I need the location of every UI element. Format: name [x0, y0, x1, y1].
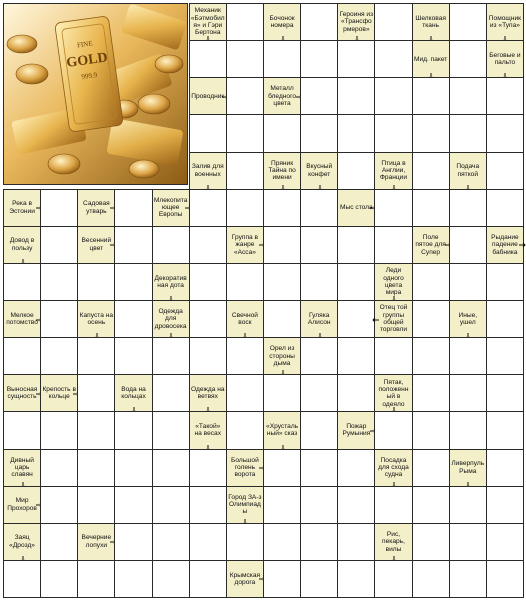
answer-cell[interactable] — [226, 114, 264, 152]
clue-cell — [486, 3, 524, 41]
answer-cell[interactable] — [412, 523, 450, 561]
photo-text-fine: FINE — [76, 39, 94, 50]
answer-cell[interactable] — [300, 226, 338, 264]
answer-cell[interactable] — [374, 40, 412, 78]
answer-cell[interactable] — [226, 40, 264, 78]
clue-cell — [263, 337, 301, 375]
answer-cell[interactable] — [300, 374, 338, 412]
answer-cell[interactable] — [77, 560, 115, 598]
answer-cell[interactable] — [40, 226, 78, 264]
clue-text: Свечной воск — [231, 311, 258, 327]
clue-text: Гуляка Алисон — [307, 311, 331, 327]
answer-cell[interactable] — [300, 189, 338, 227]
answer-cell[interactable] — [449, 189, 487, 227]
answer-cell[interactable] — [226, 189, 264, 227]
clue-cell — [337, 3, 375, 41]
clue-text: Река в Эстонии — [9, 200, 35, 215]
clue-text: «Такой» на весах — [194, 423, 222, 438]
clue-text: Иные, ушел — [458, 311, 478, 327]
clue-cell — [189, 411, 227, 449]
clue-cell — [3, 523, 41, 561]
clue-cell — [152, 300, 190, 338]
answer-cell[interactable] — [337, 374, 375, 412]
answer-cell[interactable] — [40, 560, 78, 598]
answer-cell[interactable] — [263, 263, 301, 301]
answer-cell[interactable] — [412, 77, 450, 115]
clue-text: Шелковая ткань — [415, 14, 446, 30]
answer-cell[interactable] — [189, 337, 227, 375]
clue-cell — [3, 486, 41, 524]
answer-cell[interactable] — [412, 189, 450, 227]
answer-cell[interactable] — [189, 263, 227, 301]
answer-cell[interactable] — [486, 114, 524, 152]
clue-cell — [300, 300, 338, 338]
answer-cell[interactable] — [189, 449, 227, 487]
answer-cell[interactable] — [152, 374, 190, 412]
answer-cell[interactable] — [263, 114, 301, 152]
answer-cell[interactable] — [486, 486, 524, 524]
answer-cell[interactable] — [152, 226, 190, 264]
answer-cell[interactable] — [412, 300, 450, 338]
answer-cell[interactable] — [337, 300, 375, 338]
answer-cell[interactable] — [449, 374, 487, 412]
clue-text: Орел из стороны дыма — [269, 345, 295, 367]
clue-cell — [374, 449, 412, 487]
clue-cell — [337, 189, 375, 227]
answer-cell[interactable] — [114, 226, 152, 264]
clue-cell — [226, 560, 264, 598]
clue-text: Леди одного цвета мира — [383, 267, 404, 297]
clue-text: «Хрустальный» сказ — [266, 423, 299, 438]
answer-cell[interactable] — [412, 114, 450, 152]
clue-cell — [300, 152, 338, 190]
answer-cell[interactable] — [374, 560, 412, 598]
clue-cell — [189, 374, 227, 412]
answer-cell[interactable] — [449, 40, 487, 78]
answer-cell[interactable] — [189, 300, 227, 338]
answer-cell[interactable] — [412, 337, 450, 375]
clue-cell — [412, 3, 450, 41]
clue-cell — [337, 411, 375, 449]
answer-cell[interactable] — [226, 3, 264, 41]
answer-cell[interactable] — [263, 226, 301, 264]
answer-cell[interactable] — [486, 560, 524, 598]
answer-cell[interactable] — [374, 77, 412, 115]
answer-cell[interactable] — [40, 189, 78, 227]
answer-cell[interactable] — [300, 523, 338, 561]
clue-cell — [263, 3, 301, 41]
clue-cell — [449, 152, 487, 190]
clue-text: Отец той группы общей торговли — [379, 304, 408, 334]
clue-text: Одежда на ветвях — [191, 385, 225, 401]
answer-cell[interactable] — [40, 449, 78, 487]
clue-text: Вечерние лопухи — [81, 534, 112, 549]
gold-bars-image — [4, 4, 188, 185]
clue-cell — [374, 374, 412, 412]
gold-bars-photo — [3, 3, 188, 185]
answer-cell[interactable] — [263, 40, 301, 78]
answer-cell[interactable] — [300, 3, 338, 41]
answer-cell[interactable] — [374, 3, 412, 41]
clue-text: Залив для военных — [191, 163, 224, 178]
clue-cell — [226, 226, 264, 264]
clue-text: Мелкое потомство — [6, 311, 38, 327]
answer-cell[interactable] — [226, 523, 264, 561]
clue-cell — [77, 189, 115, 227]
clue-text: Крымская дорога — [229, 571, 261, 586]
clue-text: Крепость в кольце — [42, 385, 76, 401]
answer-cell[interactable] — [114, 263, 152, 301]
answer-cell[interactable] — [152, 337, 190, 375]
answer-cell[interactable] — [449, 523, 487, 561]
clue-cell — [3, 374, 41, 412]
answer-cell[interactable] — [77, 263, 115, 301]
answer-cell[interactable] — [40, 300, 78, 338]
answer-cell[interactable] — [152, 411, 190, 449]
answer-cell[interactable] — [77, 449, 115, 487]
answer-cell[interactable] — [412, 411, 450, 449]
clue-text: Пожар Румыния — [342, 423, 371, 438]
clue-text: Мыс стола — [340, 204, 373, 211]
answer-cell[interactable] — [189, 189, 227, 227]
answer-cell[interactable] — [226, 411, 264, 449]
clue-text: Декоративная дота — [154, 274, 187, 289]
clue-text: Механик «Бэтмобиля» и Гэри Бертона — [190, 7, 225, 37]
clue-cell — [40, 374, 78, 412]
answer-cell[interactable] — [3, 560, 41, 598]
answer-cell[interactable] — [114, 411, 152, 449]
clue-text: Весенний цвет — [81, 237, 112, 252]
answer-cell[interactable] — [77, 411, 115, 449]
answer-cell[interactable] — [449, 337, 487, 375]
clue-cell — [3, 449, 41, 487]
answer-cell[interactable] — [40, 337, 78, 375]
answer-cell[interactable] — [449, 560, 487, 598]
answer-cell[interactable] — [337, 560, 375, 598]
clue-cell — [374, 523, 412, 561]
answer-cell[interactable] — [486, 263, 524, 301]
clue-text: Героиня из «Трансформеров» — [339, 11, 374, 33]
answer-cell[interactable] — [412, 374, 450, 412]
answer-cell[interactable] — [412, 560, 450, 598]
answer-cell[interactable] — [300, 486, 338, 524]
answer-cell[interactable] — [486, 449, 524, 487]
clue-cell — [77, 226, 115, 264]
answer-cell[interactable] — [374, 226, 412, 264]
answer-cell[interactable] — [449, 77, 487, 115]
answer-cell[interactable] — [263, 560, 301, 598]
answer-cell[interactable] — [337, 152, 375, 190]
clue-text: Металл бледного цвета — [268, 85, 297, 107]
answer-cell[interactable] — [449, 263, 487, 301]
clue-text: Помощник из «Тупа» — [488, 14, 522, 30]
answer-cell[interactable] — [412, 263, 450, 301]
answer-cell[interactable] — [3, 337, 41, 375]
clue-text: Одежда для дровосека — [154, 308, 187, 330]
clue-cell — [374, 300, 412, 338]
answer-cell[interactable] — [226, 374, 264, 412]
clue-text: Мид. пакет — [413, 55, 448, 63]
clue-cell — [374, 263, 412, 301]
answer-cell[interactable] — [337, 226, 375, 264]
clue-text: Вкусный конфет — [306, 163, 333, 178]
clue-cell — [226, 300, 264, 338]
clue-cell — [226, 486, 264, 524]
clue-text: Рис, пекарь, вилы — [382, 530, 405, 553]
clue-text: Бочонок номера — [269, 14, 295, 30]
answer-cell[interactable] — [226, 77, 264, 115]
answer-cell[interactable] — [263, 449, 301, 487]
answer-cell[interactable] — [263, 300, 301, 338]
answer-cell[interactable] — [374, 411, 412, 449]
answer-cell[interactable] — [300, 77, 338, 115]
clue-text: Город ЗА-з Олимпиады — [228, 493, 262, 516]
answer-cell[interactable] — [263, 523, 301, 561]
clue-cell — [3, 226, 41, 264]
answer-cell[interactable] — [486, 189, 524, 227]
answer-cell[interactable] — [114, 523, 152, 561]
clue-cell — [114, 374, 152, 412]
clue-cell — [189, 3, 227, 41]
answer-cell[interactable] — [486, 523, 524, 561]
answer-cell[interactable] — [3, 411, 41, 449]
answer-cell[interactable] — [337, 40, 375, 78]
clue-text: Мир Прохоров — [7, 497, 37, 512]
answer-cell[interactable] — [374, 114, 412, 152]
answer-cell[interactable] — [300, 449, 338, 487]
clue-text: Пятак, положенный в одеяло — [378, 378, 409, 408]
clue-text: Посадка для схода судна — [378, 456, 409, 479]
photo-text-purity: 999.9 — [80, 70, 98, 82]
answer-cell[interactable] — [300, 263, 338, 301]
answer-cell[interactable] — [449, 486, 487, 524]
answer-cell[interactable] — [449, 411, 487, 449]
clue-text: Подача пяткой — [456, 163, 480, 178]
clue-cell — [152, 263, 190, 301]
answer-cell[interactable] — [40, 523, 78, 561]
answer-cell[interactable] — [337, 449, 375, 487]
clue-text: Капуста на осень — [79, 311, 114, 327]
scanword-grid — [3, 3, 523, 597]
answer-cell[interactable] — [486, 374, 524, 412]
clue-cell — [3, 189, 41, 227]
answer-cell[interactable] — [300, 411, 338, 449]
answer-cell[interactable] — [486, 300, 524, 338]
photo-text-gold: GOLD — [65, 50, 109, 71]
answer-cell[interactable] — [486, 337, 524, 375]
clue-cell — [189, 152, 227, 190]
answer-cell[interactable] — [3, 263, 41, 301]
answer-cell[interactable] — [152, 523, 190, 561]
answer-cell[interactable] — [77, 337, 115, 375]
clue-cell — [486, 226, 524, 264]
answer-cell[interactable] — [189, 226, 227, 264]
answer-cell[interactable] — [374, 189, 412, 227]
clue-text: Заяц «Дрозд» — [9, 534, 35, 549]
clue-text: Поле пятое для Супер — [415, 233, 446, 256]
clue-cell — [486, 40, 524, 78]
clue-text: Беговые и пальто — [489, 51, 521, 67]
answer-cell[interactable] — [412, 486, 450, 524]
answer-cell[interactable] — [152, 560, 190, 598]
answer-cell[interactable] — [486, 152, 524, 190]
clue-cell — [412, 226, 450, 264]
answer-cell[interactable] — [337, 114, 375, 152]
answer-cell[interactable] — [77, 486, 115, 524]
answer-cell[interactable] — [152, 449, 190, 487]
clue-cell — [189, 77, 227, 115]
answer-cell[interactable] — [189, 486, 227, 524]
answer-cell[interactable] — [449, 226, 487, 264]
clue-cell — [449, 449, 487, 487]
answer-cell[interactable] — [114, 449, 152, 487]
answer-cell[interactable] — [226, 337, 264, 375]
answer-cell[interactable] — [40, 411, 78, 449]
answer-cell[interactable] — [337, 337, 375, 375]
clue-cell — [226, 449, 264, 487]
clue-text: Ливерпуль Рыма — [451, 460, 485, 475]
answer-cell[interactable] — [486, 411, 524, 449]
answer-cell[interactable] — [449, 3, 487, 41]
clue-cell — [263, 411, 301, 449]
clue-cell — [263, 77, 301, 115]
clue-text: Выносная сущность — [6, 385, 38, 401]
answer-cell[interactable] — [337, 77, 375, 115]
answer-cell[interactable] — [40, 486, 78, 524]
clue-cell — [152, 189, 190, 227]
answer-cell[interactable] — [40, 263, 78, 301]
clue-text: Садовая утварь — [83, 200, 110, 215]
clue-text: Вода на кольцах — [121, 385, 146, 401]
clue-text: Дивный царь славян — [10, 456, 34, 479]
answer-cell[interactable] — [114, 300, 152, 338]
answer-cell[interactable] — [263, 486, 301, 524]
answer-cell[interactable] — [189, 560, 227, 598]
answer-cell[interactable] — [114, 560, 152, 598]
answer-cell[interactable] — [114, 189, 152, 227]
answer-cell[interactable] — [77, 374, 115, 412]
clue-text: Птица в Англии, Франции — [379, 159, 408, 182]
clue-cell — [263, 152, 301, 190]
clue-cell — [77, 300, 115, 338]
clue-cell — [77, 523, 115, 561]
answer-cell[interactable] — [374, 486, 412, 524]
answer-cell[interactable] — [114, 486, 152, 524]
clue-text: Группа в жанре «Асса» — [231, 233, 259, 256]
answer-cell[interactable] — [189, 523, 227, 561]
answer-cell[interactable] — [337, 523, 375, 561]
clue-cell — [374, 152, 412, 190]
answer-cell[interactable] — [226, 263, 264, 301]
answer-cell[interactable] — [300, 114, 338, 152]
answer-cell[interactable] — [114, 337, 152, 375]
answer-cell[interactable] — [300, 560, 338, 598]
clue-text: Проводник — [191, 92, 225, 100]
clue-text: Рыдание падение бабника — [491, 233, 519, 256]
answer-cell[interactable] — [263, 189, 301, 227]
answer-cell[interactable] — [449, 114, 487, 152]
clue-text: Пряник Тайна по имени — [268, 159, 296, 182]
answer-cell[interactable] — [300, 40, 338, 78]
answer-cell[interactable] — [412, 449, 450, 487]
answer-cell[interactable] — [374, 337, 412, 375]
answer-cell[interactable] — [337, 263, 375, 301]
answer-cell[interactable] — [263, 374, 301, 412]
answer-cell[interactable] — [189, 40, 227, 78]
answer-cell[interactable] — [152, 486, 190, 524]
clue-text: Млекопитающее Европы — [153, 196, 188, 219]
answer-cell[interactable] — [226, 152, 264, 190]
answer-cell[interactable] — [189, 114, 227, 152]
clue-text: Довод в пользу — [9, 237, 35, 252]
answer-cell[interactable] — [486, 77, 524, 115]
clue-cell — [3, 300, 41, 338]
answer-cell[interactable] — [300, 337, 338, 375]
answer-cell[interactable] — [412, 152, 450, 190]
clue-text: Большой голень ворота — [231, 456, 259, 479]
clue-cell — [449, 300, 487, 338]
answer-cell[interactable] — [337, 486, 375, 524]
clue-cell — [412, 40, 450, 78]
